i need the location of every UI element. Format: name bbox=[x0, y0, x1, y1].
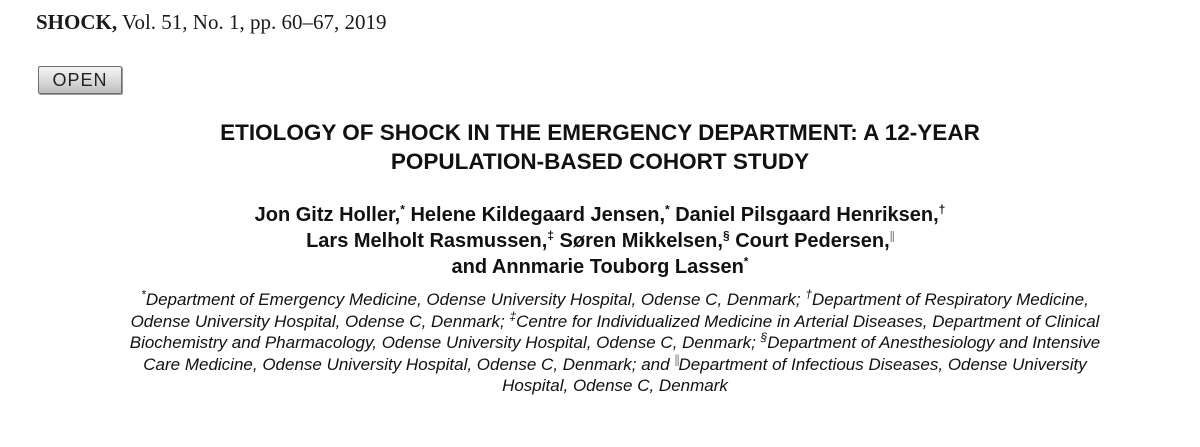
author-affiliation-mark: * bbox=[400, 202, 405, 217]
author-affiliation-mark: † bbox=[938, 202, 946, 217]
affiliation-text: Department of Infectious Diseases, Odense University Hospital, Odense C, Denmark bbox=[502, 354, 1087, 396]
author-line-3 bbox=[80, 254, 1120, 280]
author-name: Daniel Pilsgaard Henriksen, bbox=[675, 204, 939, 226]
author-name: Lars Melholt Rasmussen, bbox=[306, 230, 548, 252]
paper-title-line-1: ETIOLOGY OF SHOCK IN THE EMERGENCY DEPARTMENT: A 12-YEAR bbox=[220, 120, 980, 145]
author-line-1 bbox=[80, 202, 1120, 228]
journal-volume-pages-year: Vol. 51, No. 1, pp. 60–67, 2019 bbox=[117, 10, 387, 34]
affiliation-text: Department of Respiratory Medicine, Odense University Hospital, Odense C, Denmark; bbox=[130, 290, 1089, 331]
affiliation-text: Department of Anesthesiology and Intensive Care Medicine, Odense University Hospital, Odense C, Denmark; and bbox=[143, 333, 1101, 374]
affiliation-mark: † bbox=[805, 287, 813, 302]
author-affiliation-mark: § bbox=[722, 228, 730, 243]
affiliation-mark: ‡ bbox=[509, 308, 517, 323]
affiliation-mark: § bbox=[760, 330, 768, 345]
affiliation-line-1 bbox=[110, 289, 1120, 397]
author-affiliation-mark: * bbox=[743, 254, 749, 269]
affiliation-text: Centre for Individualized Medicine in Arterial Diseases, Department of Clinical Biochemistry and Pharmacology, Odense University Hospital, Odense C, Denmark; bbox=[129, 311, 1100, 353]
journal-name: SHOCK, bbox=[36, 10, 118, 34]
affiliation-list bbox=[110, 289, 1120, 397]
open-access-badge: OPEN bbox=[38, 66, 122, 94]
paper-title bbox=[80, 118, 1120, 176]
author-line-2 bbox=[80, 228, 1120, 254]
author-name: Annmarie Touborg Lassen bbox=[491, 256, 744, 278]
author-affiliation-mark: ‡ bbox=[547, 228, 554, 243]
author-affiliation-mark: * bbox=[665, 202, 670, 217]
author-conjunction: and bbox=[451, 256, 492, 278]
author-affiliation-mark: || bbox=[889, 228, 894, 243]
paper-title-line-2: POPULATION-BASED COHORT STUDY bbox=[390, 149, 810, 174]
affiliation-text: Department of Emergency Medicine, Odense University Hospital, Odense C, Denmark; bbox=[145, 290, 801, 309]
author-name: Jon Gitz Holler, bbox=[254, 204, 401, 226]
affiliation-mark: || bbox=[674, 352, 679, 367]
affiliation-mark: * bbox=[141, 287, 146, 302]
author-list bbox=[80, 202, 1120, 280]
author-name: Court Pedersen, bbox=[735, 230, 890, 252]
author-name: Helene Kildegaard Jensen, bbox=[410, 204, 665, 226]
author-name: Søren Mikkelsen, bbox=[559, 230, 723, 252]
journal-citation bbox=[36, 10, 386, 35]
